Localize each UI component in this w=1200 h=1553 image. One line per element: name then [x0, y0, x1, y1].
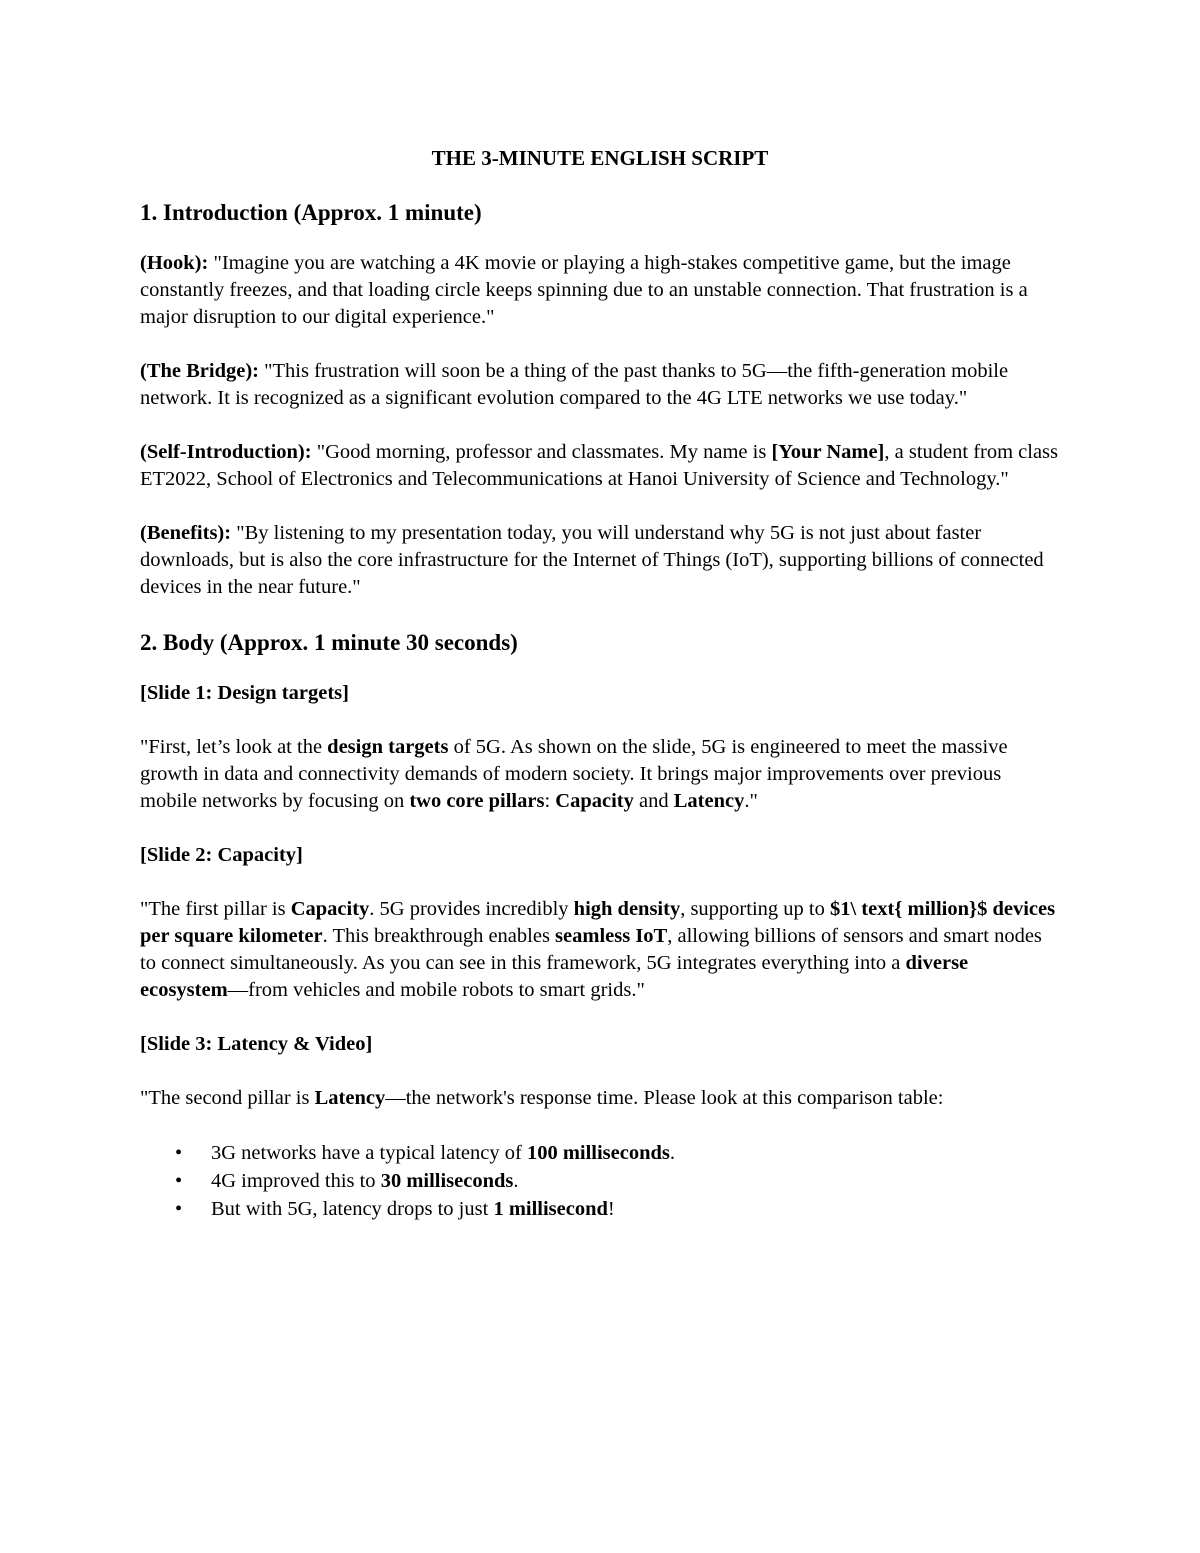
slide2-text-5: , allowing billions of sensors and smart nodes to connect simultaneously. As you can see in this framework, 5G integrates everything into a [140, 925, 1042, 974]
bullet-text: But with 5G, latency drops to just [211, 1198, 494, 1220]
section-heading-body: 2. Body (Approx. 1 minute 30 seconds) [140, 630, 518, 655]
bullet-text: 3G networks have a typical latency of [211, 1142, 527, 1164]
slide3-text-2: —the network's response time. Please look at this comparison table: [385, 1087, 944, 1109]
slide2-bold-devices-per-km: $1\ text{ million}$ devices per square kilometer [140, 898, 1056, 947]
slide1-heading: [Slide 1: Design targets] [140, 682, 349, 704]
paragraph-self-introduction [140, 439, 1060, 493]
paragraph-bridge [140, 358, 1060, 412]
slide1-text-2: of 5G. As shown on the slide, 5G is engineered to meet the massive growth in data and connectivity demands of modern society. It brings major improvements over previous mobile networks by focusing on [140, 736, 1008, 812]
list-item [175, 1195, 1060, 1223]
bridge-label: (The Bridge): [140, 360, 259, 382]
slide1-text-3: : [544, 790, 556, 812]
slide1-bold-design-targets: design targets [327, 736, 449, 758]
slide1-bold-two-core-pillars: two core pillars [409, 790, 545, 812]
slide2-text-3: , supporting up to [680, 898, 830, 920]
paragraph-slide2 [140, 896, 1060, 1004]
slide2-bold-seamless-iot: seamless IoT [555, 925, 668, 947]
hook-label: (Hook): [140, 252, 209, 274]
slide2-text-1: "The first pillar is [140, 898, 291, 920]
paragraph-slide3 [140, 1085, 1060, 1112]
bullet-icon: • [175, 1142, 183, 1164]
slide1-text-5: ." [744, 790, 758, 812]
document-title: THE 3-MINUTE ENGLISH SCRIPT [431, 146, 769, 170]
hook-text: "Imagine you are watching a 4K movie or playing a high-stakes competitive game, but the image constantly freezes, and that loading circle keeps spinning due to an unstable connection. That frustration is a major disruption to our digital experience." [140, 252, 1028, 328]
slide2-bold-capacity: Capacity [290, 898, 370, 920]
latency-bullet-list [140, 1139, 1060, 1223]
slide2-text-4: . This breakthrough enables [322, 925, 556, 947]
bullet-text-end: . [513, 1170, 519, 1192]
slide1-bold-capacity: Capacity [555, 790, 634, 812]
bullet-icon: • [175, 1170, 183, 1192]
bridge-text: "This frustration will soon be a thing of the past thanks to 5G—the fifth-generation mobile network. It is recognized as a significant evolution compared to the 4G LTE networks we use today." [140, 360, 1009, 409]
bullet-bold: 1 millisecond [493, 1198, 608, 1220]
bullet-icon: • [175, 1198, 183, 1220]
slide3-heading: [Slide 3: Latency & Video] [140, 1033, 373, 1055]
bullet-text-end: ! [607, 1198, 615, 1220]
list-item [175, 1167, 1060, 1195]
slide1-bold-latency: Latency [673, 790, 745, 812]
benefits-text: "By listening to my presentation today, you will understand why 5G is not just about faster downloads, but is also the core infrastructure for the Internet of Things (IoT), supporting billions of connected devices in the near future." [140, 522, 1044, 598]
benefits-label: (Benefits): [140, 522, 232, 544]
self-intro-name: [Your Name] [771, 441, 885, 463]
self-intro-text-after: , a student from class ET2022, School of Electronics and Telecommunications at Hanoi University of Science and Technology." [140, 441, 1059, 490]
list-item [175, 1139, 1060, 1167]
slide1-text-1: "First, let’s look at the [140, 736, 328, 758]
slide2-text-2: . 5G provides incredibly [369, 898, 574, 920]
slide3-bold-latency: Latency [314, 1087, 386, 1109]
slide2-heading: [Slide 2: Capacity] [140, 844, 303, 866]
paragraph-benefits [140, 520, 1060, 601]
paragraph-hook [140, 250, 1060, 331]
bullet-bold: 30 milliseconds [380, 1170, 514, 1192]
paragraph-slide1 [140, 734, 1060, 815]
bullet-text: 4G improved this to [211, 1170, 381, 1192]
section-heading-introduction: 1. Introduction (Approx. 1 minute) [140, 200, 482, 225]
slide1-text-4: and [633, 790, 674, 812]
bullet-bold: 100 milliseconds [526, 1142, 670, 1164]
self-intro-label: (Self-Introduction): [140, 441, 312, 463]
slide2-bold-diverse-ecosystem: diverse ecosystem [140, 952, 969, 1001]
bullet-text-end: . [669, 1142, 676, 1164]
self-intro-text-before: "Good morning, professor and classmates. My name is [311, 441, 772, 463]
slide2-text-6: —from vehicles and mobile robots to smart grids." [227, 979, 645, 1001]
slide2-bold-high-density: high density [573, 898, 681, 920]
slide3-text-1: "The second pillar is [140, 1087, 315, 1109]
